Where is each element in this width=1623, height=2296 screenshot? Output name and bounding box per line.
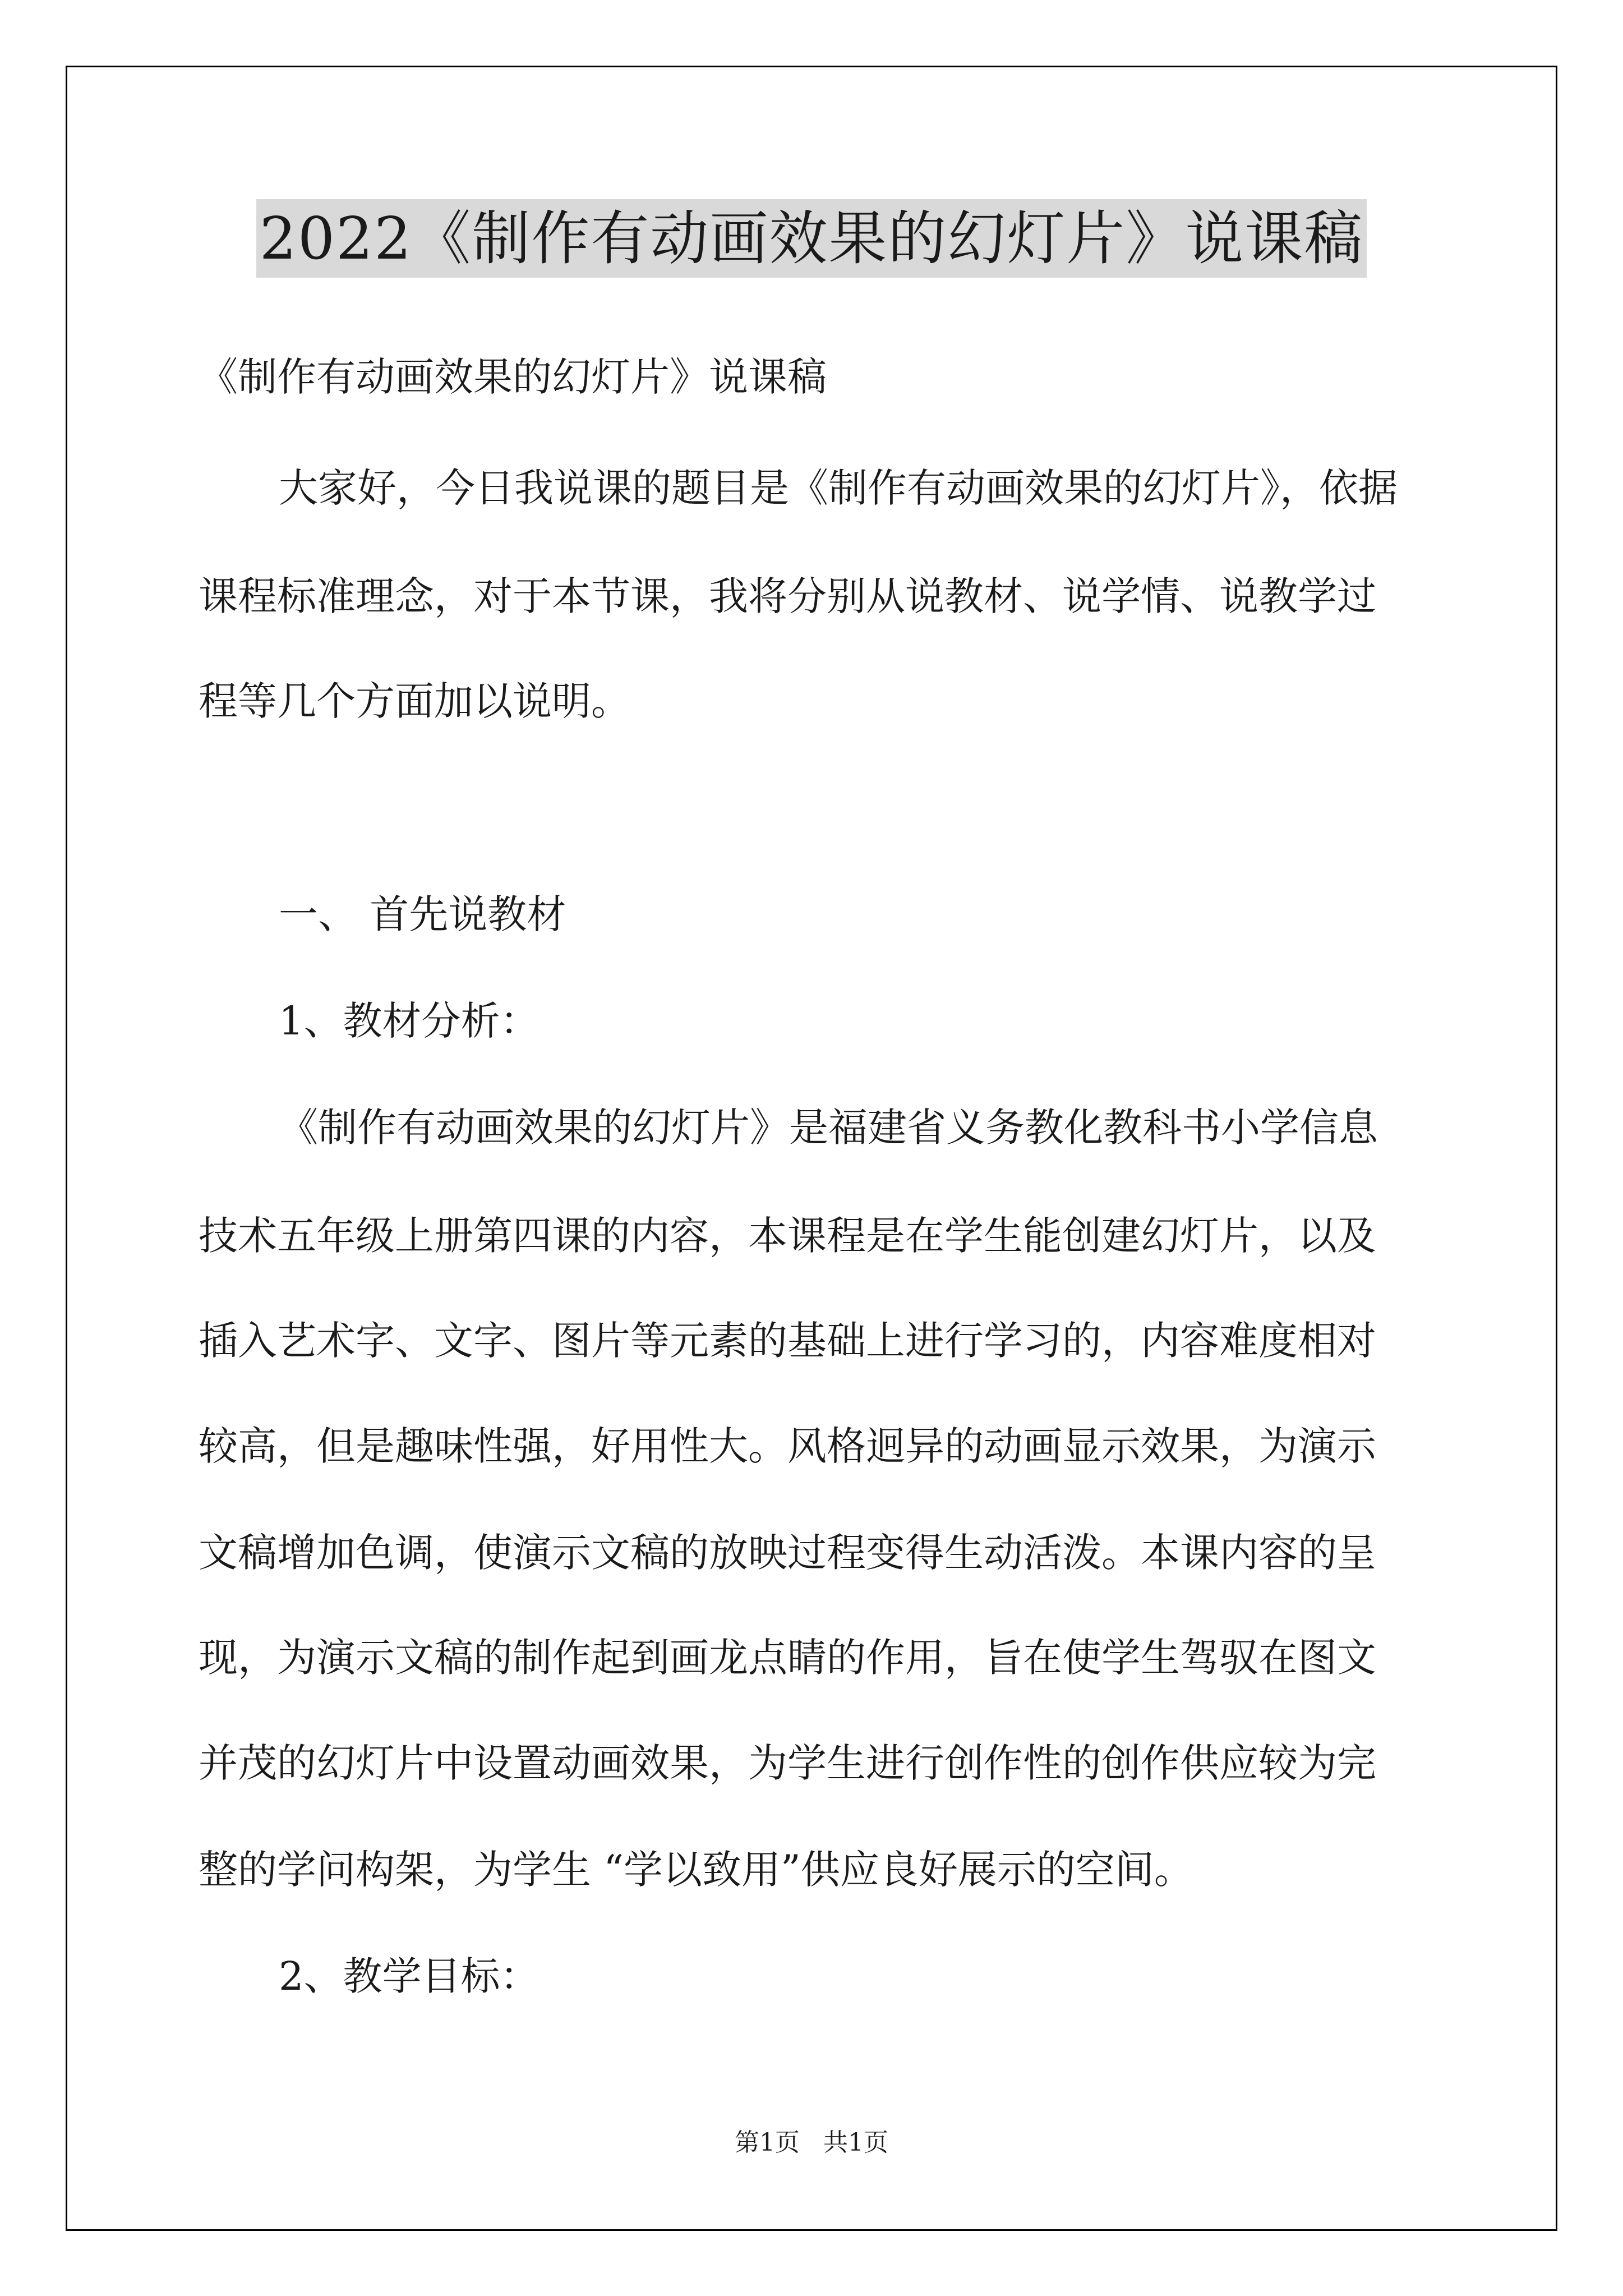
analysis-line-1: 《制作有动画效果的幻灯片》是福建省义务教化教科书小学信息 xyxy=(279,1105,1378,1151)
analysis-line-2: 技术五年级上册第四课的内容，本课程是在学生能创建幻灯片，以及 xyxy=(199,1213,1376,1259)
analysis-line-3: 插入艺术字、文字、图片等元素的基础上进行学习的，内容难度相对 xyxy=(199,1318,1376,1364)
section-heading: 一、 首先说教材 xyxy=(279,891,566,937)
title-container xyxy=(0,199,1623,278)
analysis-line-7: 并茂的幻灯片中设置动画效果，为学生进行创作性的创作供应较为完 xyxy=(199,1740,1376,1786)
analysis-line-6: 现，为演示文稿的制作起到画龙点睛的作用，旨在使学生驾驭在图文 xyxy=(199,1635,1376,1681)
page-footer: 第1页 共1页 xyxy=(735,2128,888,2157)
subtitle: 《制作有动画效果的幻灯片》说课稿 xyxy=(199,354,827,400)
analysis-line-4: 较高，但是趣味性强，好用性大。风格迥异的动画显示效果，为演示 xyxy=(199,1423,1376,1469)
analysis-line-5: 文稿增加色调，使演示文稿的放映过程变得生动活泼。本课内容的呈 xyxy=(199,1530,1376,1576)
analysis-line-8: 整的学问构架，为学生 “学以致用”供应良好展示的空间。 xyxy=(199,1847,1193,1893)
intro-line-3: 程等几个方面加以说明。 xyxy=(199,678,630,724)
intro-line-2: 课程标准理念，对于本节课，我将分别从说教材、说学情、说教学过 xyxy=(199,573,1376,619)
subsection-heading-1: 1、教材分析： xyxy=(279,998,540,1044)
document-title: 2022《制作有动画效果的幻灯片》说课稿 xyxy=(256,199,1367,278)
intro-line-1: 大家好，今日我说课的题目是《制作有动画效果的幻灯片》，依据 xyxy=(279,465,1398,511)
subsection-heading-2: 2、教学目标： xyxy=(279,1953,540,1999)
